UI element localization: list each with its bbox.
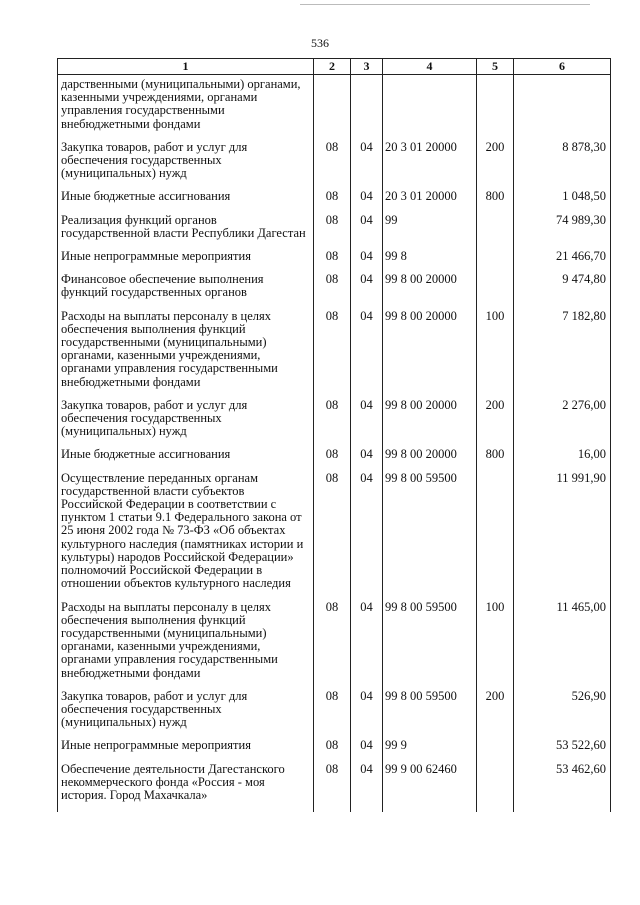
row-name: Иные непрограммные мероприятия [58,739,314,762]
table-body [58,75,611,813]
row-expense-type: 200 [477,141,514,191]
header-col-3: 3 [351,59,383,75]
row-target-article [383,75,477,141]
row-target-article: 99 8 00 20000 [383,399,477,449]
table-row [58,190,611,213]
row-amount: 74 989,30 [514,214,611,250]
row-section: 08 [314,214,351,250]
top-rule [300,4,590,5]
row-name: Иные бюджетные ассигнования [58,190,314,213]
row-amount: 16,00 [514,448,611,471]
row-target-article: 99 8 00 59500 [383,601,477,690]
row-expense-type [477,75,514,141]
row-expense-type: 800 [477,190,514,213]
row-name: Реализация функций органов государственной власти Республики Дагестан [58,214,314,250]
row-target-article: 99 8 00 59500 [383,472,477,601]
row-amount [514,75,611,141]
row-section: 08 [314,310,351,399]
row-expense-type: 200 [477,399,514,449]
row-target-article: 99 8 00 59500 [383,690,477,740]
row-name: дарственными (муниципальными) органами, казенными учреждениями, органами управления государственными внебюджетными фондами [58,75,314,141]
row-expense-type [477,273,514,309]
row-section: 08 [314,250,351,273]
row-amount: 53 462,60 [514,763,611,813]
row-amount: 1 048,50 [514,190,611,213]
header-col-6: 6 [514,59,611,75]
row-subsection: 04 [351,273,383,309]
table-row [58,690,611,740]
row-subsection: 04 [351,399,383,449]
row-expense-type [477,763,514,813]
row-name: Иные непрограммные мероприятия [58,250,314,273]
table-row [58,214,611,250]
row-section: 08 [314,190,351,213]
row-subsection: 04 [351,250,383,273]
table-row [58,399,611,449]
row-name: Закупка товаров, работ и услуг для обеспечения государственных (муниципальных) нужд [58,690,314,740]
table-row [58,273,611,309]
row-target-article: 99 8 [383,250,477,273]
row-expense-type: 200 [477,690,514,740]
table-row [58,75,611,141]
table-row [58,141,611,191]
row-amount: 53 522,60 [514,739,611,762]
row-section: 08 [314,690,351,740]
row-name: Закупка товаров, работ и услуг для обеспечения государственных (муниципальных) нужд [58,141,314,191]
header-col-1: 1 [58,59,314,75]
row-section: 08 [314,739,351,762]
header-col-4: 4 [383,59,477,75]
row-subsection: 04 [351,214,383,250]
row-subsection [351,75,383,141]
row-subsection: 04 [351,739,383,762]
row-name: Расходы на выплаты персоналу в целях обеспечения выполнения функций государственными (муниципальными) органами, казенными учреждениями, органами управления государственными внебюджетными фондами [58,601,314,690]
row-expense-type [477,214,514,250]
row-subsection: 04 [351,310,383,399]
row-target-article: 99 8 00 20000 [383,448,477,471]
row-section: 08 [314,141,351,191]
row-amount: 7 182,80 [514,310,611,399]
row-target-article: 20 3 01 20000 [383,141,477,191]
table-row [58,472,611,601]
row-target-article: 99 8 00 20000 [383,310,477,399]
row-amount: 526,90 [514,690,611,740]
row-name: Финансовое обеспечение выполнения функций государственных органов [58,273,314,309]
row-amount: 11 465,00 [514,601,611,690]
row-subsection: 04 [351,472,383,601]
page-number: 536 [311,36,329,50]
table-row [58,310,611,399]
row-subsection: 04 [351,448,383,471]
row-name: Иные бюджетные ассигнования [58,448,314,471]
row-target-article: 99 [383,214,477,250]
row-section: 08 [314,472,351,601]
row-subsection: 04 [351,601,383,690]
row-target-article: 99 9 00 62460 [383,763,477,813]
row-subsection: 04 [351,690,383,740]
row-expense-type [477,250,514,273]
row-expense-type: 800 [477,448,514,471]
row-amount: 8 878,30 [514,141,611,191]
row-target-article: 99 8 00 20000 [383,273,477,309]
table-header-row [58,59,611,75]
table-row [58,601,611,690]
row-expense-type [477,739,514,762]
row-amount: 11 991,90 [514,472,611,601]
table-row [58,763,611,813]
row-section: 08 [314,399,351,449]
row-name: Обеспечение деятельности Дагестанского некоммерческого фонда «Россия - моя история. Город Махачкала» [58,763,314,813]
header-col-2: 2 [314,59,351,75]
row-section: 08 [314,273,351,309]
row-section [314,75,351,141]
table-row [58,448,611,471]
row-expense-type [477,472,514,601]
header-col-5: 5 [477,59,514,75]
row-subsection: 04 [351,763,383,813]
table-row [58,739,611,762]
row-subsection: 04 [351,190,383,213]
row-name: Расходы на выплаты персоналу в целях обеспечения выполнения функций государственными (муниципальными) органами, казенными учреждениями, органами управления государственными внебюджетными фондами [58,310,314,399]
row-name: Осуществление переданных органам государственной власти субъектов Российской Федерации в соответствии с пунктом 1 статьи 9.1 Федерального закона от 25 июня 2002 года № 73-ФЗ «Об объектах культурного наследия (памятниках истории и культуры) народов Российской Федерации» полномочий Российской Федерации в отношении объектов культурного наследия [58,472,314,601]
row-section: 08 [314,601,351,690]
row-target-article: 20 3 01 20000 [383,190,477,213]
row-amount: 9 474,80 [514,273,611,309]
budget-table [57,58,611,812]
row-expense-type: 100 [477,601,514,690]
row-subsection: 04 [351,141,383,191]
table-row [58,250,611,273]
row-section: 08 [314,448,351,471]
row-name: Закупка товаров, работ и услуг для обеспечения государственных (муниципальных) нужд [58,399,314,449]
row-section: 08 [314,763,351,813]
row-expense-type: 100 [477,310,514,399]
row-amount: 2 276,00 [514,399,611,449]
row-target-article: 99 9 [383,739,477,762]
row-amount: 21 466,70 [514,250,611,273]
